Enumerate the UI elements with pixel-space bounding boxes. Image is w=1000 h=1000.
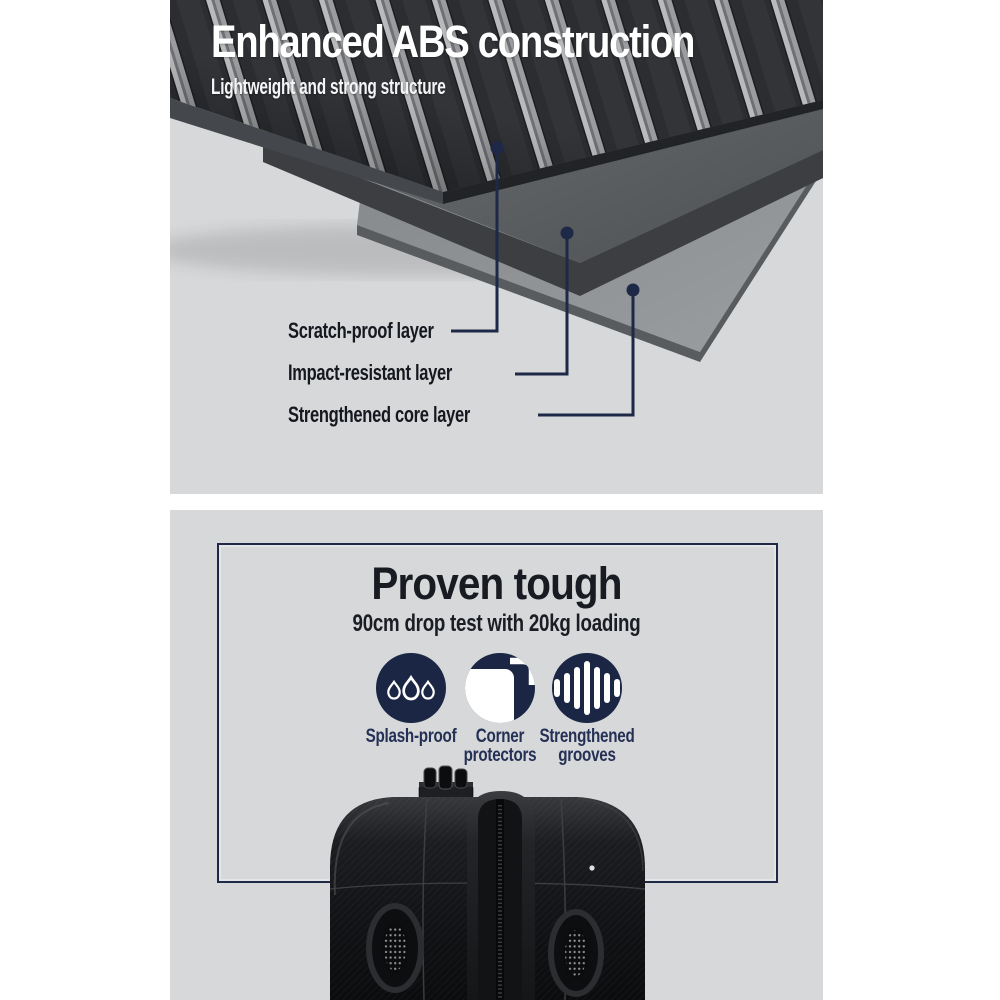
side-stud-left bbox=[369, 906, 421, 990]
layer-label-strengthened-core: Strengthened core layer bbox=[288, 402, 471, 427]
construction-subtitle: Lightweight and strong structure bbox=[211, 74, 446, 99]
feature-label: Splash-proof bbox=[365, 726, 457, 747]
combination-lock bbox=[419, 766, 473, 799]
durability-subtitle: 90cm drop test with 20kg loading bbox=[352, 610, 641, 637]
layer-label-impact-resistant: Impact-resistant layer bbox=[288, 360, 452, 385]
grooves-icon bbox=[552, 653, 622, 723]
durability-title: Proven tough bbox=[371, 558, 622, 609]
side-stud-right bbox=[551, 912, 601, 994]
construction-title: Enhanced ABS construction bbox=[211, 16, 695, 67]
zipper-band bbox=[467, 791, 535, 1000]
feature-strengthened-grooves bbox=[522, 653, 652, 765]
suitcase-illustration bbox=[315, 765, 655, 1000]
feature-label: Corner protectors bbox=[463, 726, 537, 766]
construction-section bbox=[170, 0, 823, 494]
rivet-highlight bbox=[589, 865, 594, 870]
durability-section bbox=[170, 510, 823, 1000]
layer-label-scratch-proof: Scratch-proof layer bbox=[288, 318, 434, 343]
feature-label: Strengthened grooves bbox=[539, 726, 635, 766]
